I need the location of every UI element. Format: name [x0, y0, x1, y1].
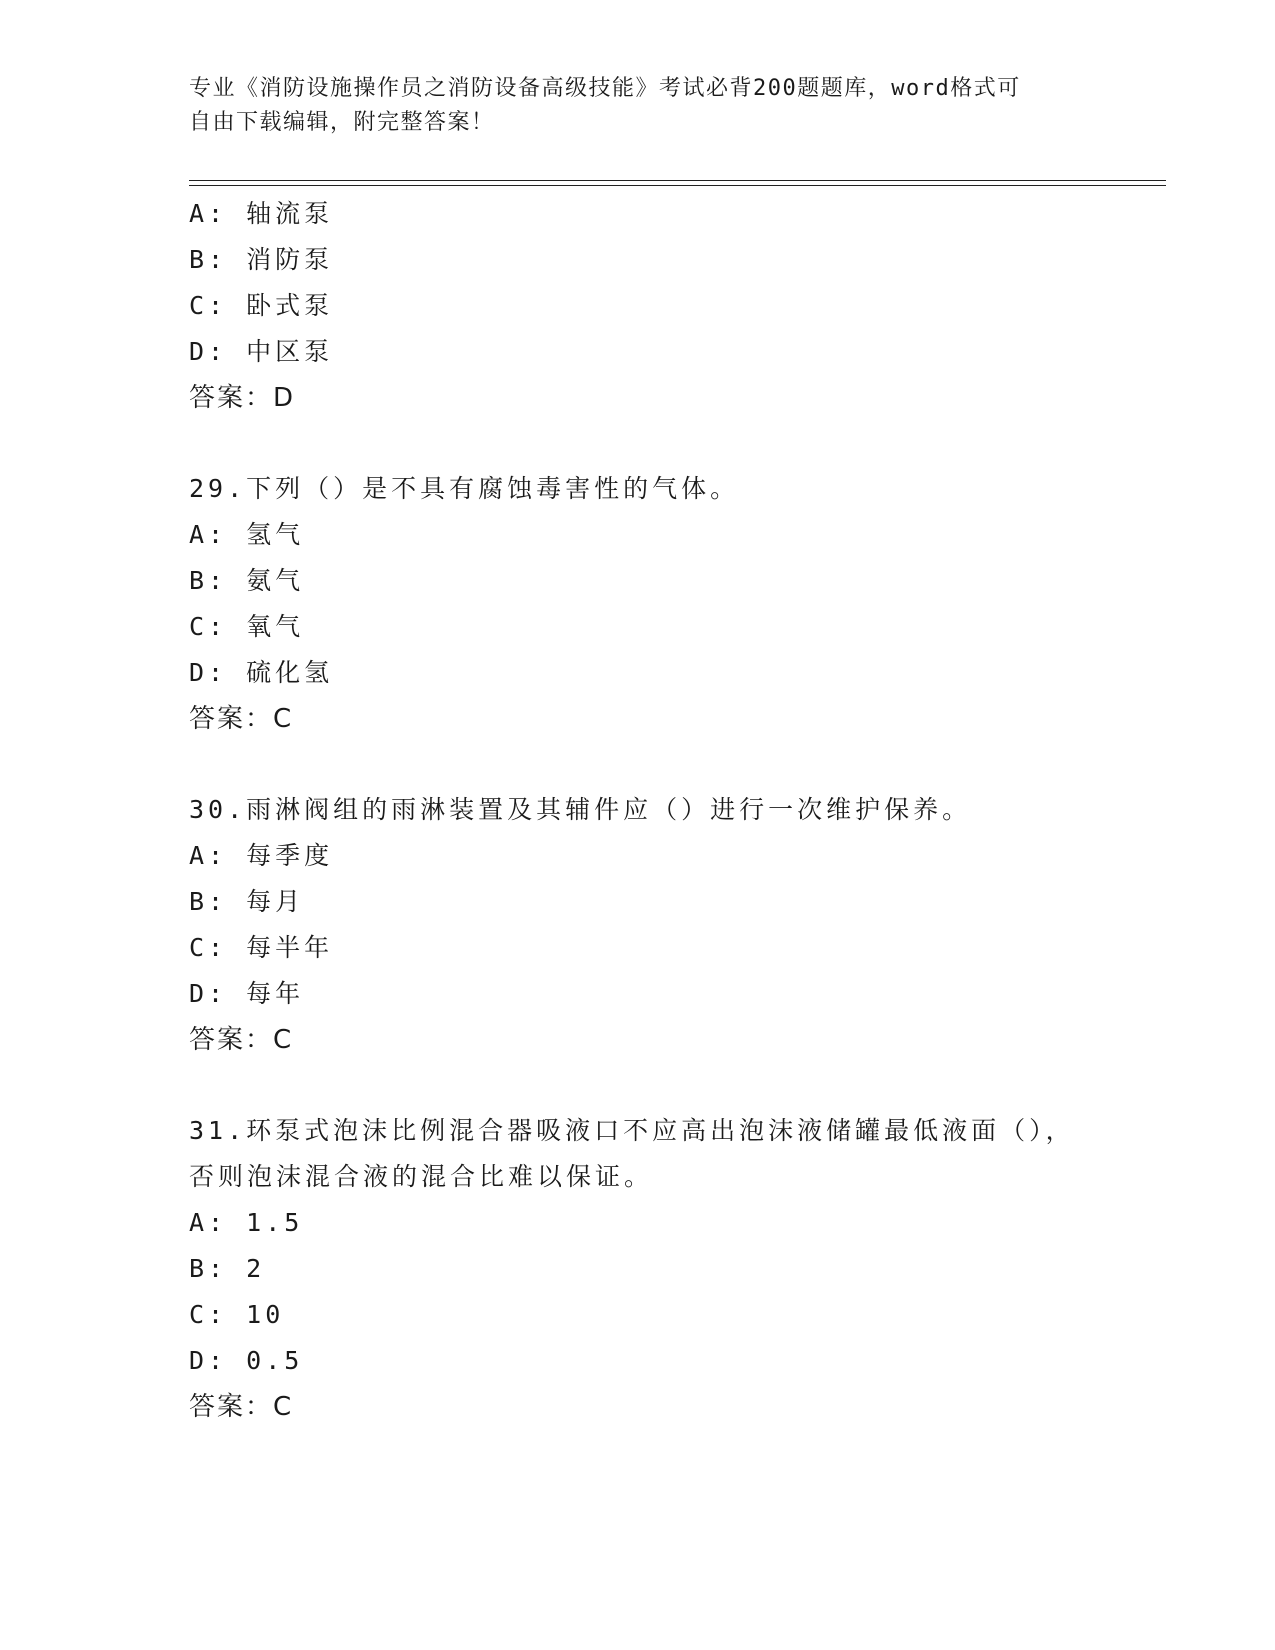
document-header [189, 72, 1069, 140]
answer-line: 答案：C [189, 1392, 294, 1422]
option-a: A: 每季度 [189, 841, 334, 870]
question-31 [189, 1108, 1089, 1430]
option-d: D: 硫化氢 [189, 658, 334, 687]
option-c: C: 10 [189, 1300, 285, 1329]
answer-line: 答案：C [189, 704, 294, 734]
option-d: D: 中区泵 [189, 337, 334, 366]
question-28 [189, 191, 1089, 421]
question-30 [189, 787, 1089, 1063]
option-d: D: 每年 [189, 979, 305, 1008]
option-c: C: 卧式泵 [189, 291, 334, 320]
question-stem: 29.下列（）是不具有腐蚀毒害性的气体。 [189, 474, 740, 503]
option-b: B: 消防泵 [189, 245, 334, 274]
header-divider-bottom [189, 185, 1166, 186]
header-line-1: 专业《消防设施操作员之消防设备高级技能》考试必背200题题库，word格式可 [189, 76, 1021, 101]
option-b: B: 2 [189, 1254, 266, 1283]
question-spacer [189, 1063, 1089, 1108]
option-c: C: 每半年 [189, 933, 334, 962]
option-b: B: 氨气 [189, 566, 305, 595]
question-29 [189, 466, 1089, 742]
question-spacer [189, 742, 1089, 787]
question-spacer [189, 421, 1089, 466]
option-c: C: 氧气 [189, 612, 305, 641]
question-list [189, 191, 1089, 1430]
header-line-2: 自由下载编辑，附完整答案！ [189, 110, 495, 135]
option-a: A: 轴流泵 [189, 199, 334, 228]
answer-line: 答案：D [189, 383, 296, 413]
header-divider-top [189, 180, 1166, 181]
option-a: A: 1.5 [189, 1208, 304, 1237]
answer-line: 答案：C [189, 1025, 294, 1055]
option-d: D: 0.5 [189, 1346, 304, 1375]
question-stem: 30.雨淋阀组的雨淋装置及其辅件应（）进行一次维护保养。 [189, 795, 972, 824]
option-b: B: 每月 [189, 887, 305, 916]
question-stem-line-2: 否则泡沫混合液的混合比难以保证。 [189, 1162, 654, 1191]
option-a: A: 氢气 [189, 520, 305, 549]
question-stem-line-1: 31.环泵式泡沫比例混合器吸液口不应高出泡沫液储罐最低液面（）， [189, 1116, 1075, 1145]
